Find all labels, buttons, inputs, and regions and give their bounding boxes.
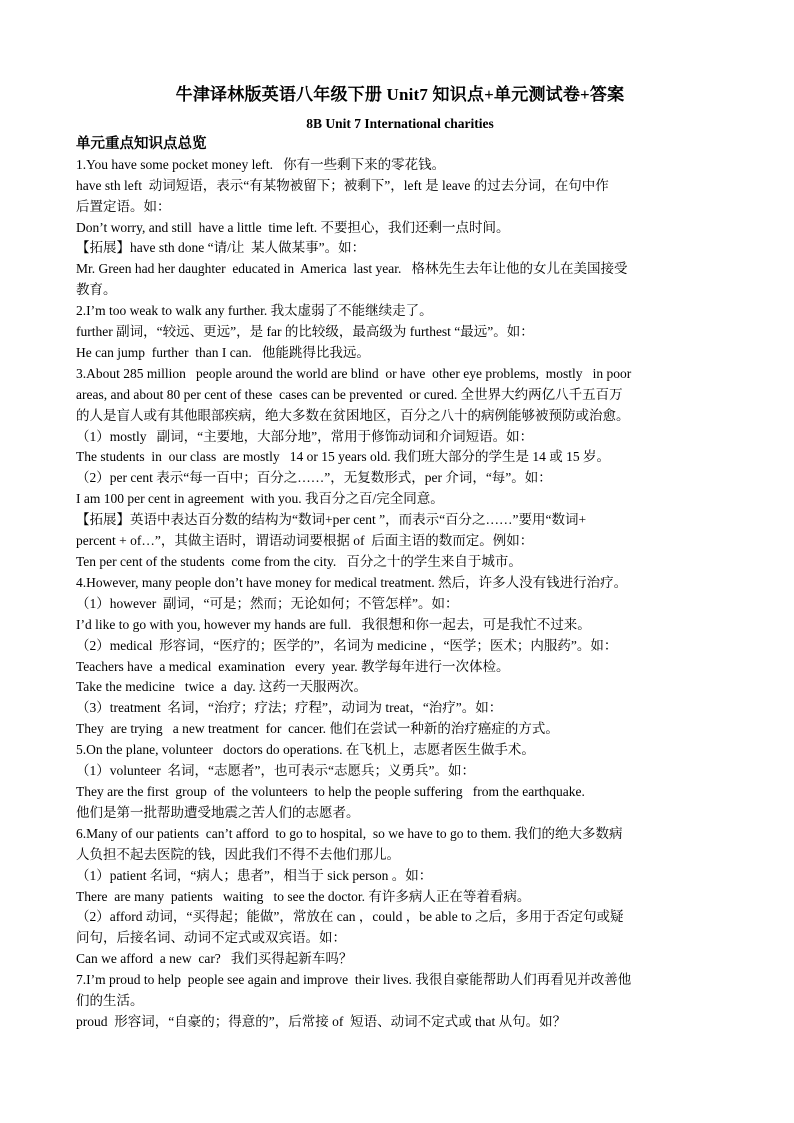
text-line: Take the medicine twice a day. 这药一天服两次。 <box>76 679 367 695</box>
text-line: They are the first group of the volunteers to help the people suffering from the earthquake. <box>76 783 585 799</box>
document-page <box>76 84 724 1033</box>
text-line: 【拓展】have sth done “请/让 某人做某事”。如： <box>76 240 366 256</box>
text-line: 问句，后接名词、动词不定式或双宾语。如： <box>76 930 346 946</box>
text-line: There are many patients waiting to see the doctor. 有许多病人正在等着看病。 <box>76 888 531 904</box>
text-line: Teachers have a medical examination every year. 教学每年进行一次体检。 <box>76 658 510 674</box>
text-line: 4.However, many people don’t have money for medical treatment. 然后，许多人没有钱进行治疗。 <box>76 574 628 590</box>
text-line: 们的生活。 <box>76 993 144 1009</box>
text-line: （1）volunteer 名词，“志愿者”，也可表示“志愿兵；义勇兵”。如： <box>76 763 475 779</box>
text-line: proud 形容词，“自豪的；得意的”，后常接 of 短语、动词不定式或 that 从句。如？ <box>76 1013 567 1029</box>
text-line: He can jump further than I can. 他能跳得比我远。 <box>76 344 370 360</box>
section-heading: 单元重点知识点总览 <box>76 136 207 152</box>
text-line: 教育。 <box>76 282 117 298</box>
text-line: （2）afford 动词，“买得起；能做”，常放在 can ，could ，be able to 之后，多用于否定句或疑 <box>76 909 624 925</box>
text-line: They are trying a new treatment for cancer. 他们在尝试一种新的治疗癌症的方式。 <box>76 721 559 737</box>
text-line: 他们是第一批帮助遭受地震之苦人们的志愿者。 <box>76 804 360 820</box>
text-line: 人负担不起去医院的钱，因此我们不得不去他们那儿。 <box>76 846 400 862</box>
text-line: （2）per cent 表示“每一百中；百分之……”，无复数形式，per 介词，“每”。如： <box>76 470 552 486</box>
text-line: （1）however 副词，“可是；然而；无论如何；不管怎样”。如： <box>76 595 459 611</box>
text-line: 3.About 285 million people around the world are blind or have other eye problems, mostly in poor <box>76 365 632 381</box>
text-line: Don’t worry, and still have a little time left. 不要担心，我们还剩一点时间。 <box>76 219 510 235</box>
document-body <box>76 155 724 1033</box>
text-line: （2）medical 形容词，“医疗的；医学的”，名词为 medicine ，“医学；医术；内服药”。如： <box>76 637 618 653</box>
text-line: （3）treatment 名词，“治疗；疗法；疗程”，动词为 treat，“治疗”。如： <box>76 700 503 716</box>
text-line: I’d like to go with you, however my hands are full. 我很想和你一起去，可是我忙不过来。 <box>76 616 591 632</box>
text-line: The students in our class are mostly 14 or 15 years old. 我们班大部分的学生是 14 或 15 岁。 <box>76 449 610 465</box>
text-line: 【拓展】英语中表达百分数的结构为“数词+per cent ”，而表示“百分之……”要用“数词+ <box>76 512 587 528</box>
document-title: 牛津译林版英语八年级下册 Unit7 知识点+单元测试卷+答案 <box>175 85 625 104</box>
text-line: areas, and about 80 per cent of these cases can be prevented or cured. 全世界大约两亿八千五百万 <box>76 386 623 402</box>
text-line: 的人是盲人或有其他眼部疾病，绝大多数在贫困地区，百分之八十的病例能够被预防或治愈。 <box>76 407 630 423</box>
text-line: 6.Many of our patients can’t afford to go to hospital, so we have to go to them. 我们的绝大多数病 <box>76 825 623 841</box>
text-line: 5.On the plane, volunteer doctors do operations. 在飞机上，志愿者医生做手术。 <box>76 742 535 758</box>
text-line: Mr. Green had her daughter educated in America last year. 格林先生去年让他的女儿在美国接受 <box>76 261 628 277</box>
text-line: Can we afford a new car? 我们买得起新车吗？ <box>76 951 353 967</box>
text-line: （1）mostly 副词，“主要地，大部分地”，常用于修饰动词和介词短语。如： <box>76 428 534 444</box>
text-line: 7.I’m proud to help people see again and improve their lives. 我很自豪能帮助人们再看见并改善他 <box>76 972 632 988</box>
text-line: percent + of…”，其做主语时，谓语动词要根据 of 后面主语的数而定。例如： <box>76 533 534 549</box>
text-line: have sth left 动词短语，表示“有某物被留下；被剩下”，left 是 leave 的过去分词，在句中作 <box>76 177 609 193</box>
text-line: 后置定语。如： <box>76 198 171 214</box>
text-line: further 副词，“较远、更远”，是 far 的比较级，最高级为 furthest “最远”。如： <box>76 324 534 340</box>
text-line: 1.You have some pocket money left. 你有一些剩下来的零花钱。 <box>76 156 446 172</box>
text-line: （1）patient 名词，“病人；患者”，相当于 sick person 。如： <box>76 867 433 883</box>
text-line: 2.I’m too weak to walk any further. 我太虚弱了不能继续走了。 <box>76 303 433 319</box>
document-subtitle: 8B Unit 7 International charities <box>306 116 494 131</box>
text-line: I am 100 per cent in agreement with you. 我百分之百/完全同意。 <box>76 491 444 507</box>
text-line: Ten per cent of the students come from the city. 百分之十的学生来自于城市。 <box>76 554 522 570</box>
